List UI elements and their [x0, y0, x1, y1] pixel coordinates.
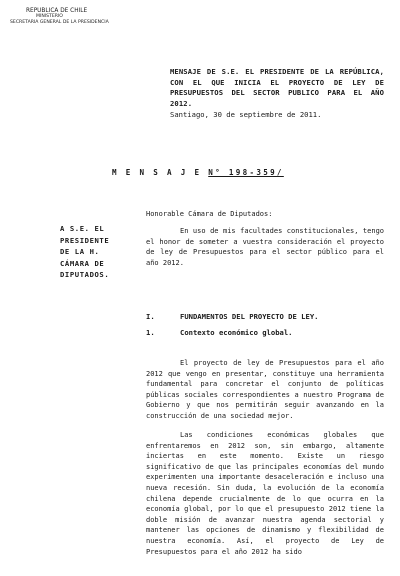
letterhead-ministerio: MINISTERIO	[36, 14, 63, 19]
letterhead-republica: REPUBLICA DE CHILE	[26, 8, 88, 14]
mensaje-number-value: N° 198-359/	[208, 168, 284, 177]
letterhead	[10, 8, 160, 26]
section-title: FUNDAMENTOS DEL PROYECTO DE LEY.	[180, 312, 319, 321]
addressee-line: PRESIDENTE	[60, 235, 110, 245]
addressee-line: CÁMARA DE	[60, 258, 105, 268]
section-heading-fundamentos	[146, 312, 384, 321]
mensaje-label: M E N S A J E	[112, 168, 202, 177]
addressee-line: A S.E. EL	[60, 224, 105, 233]
addressee-line: DIPUTADOS.	[60, 270, 110, 279]
document-date: Santiago, 30 de septiembre de 2011.	[170, 110, 322, 119]
section-number: I.	[146, 312, 155, 321]
mensaje-number	[112, 168, 284, 177]
paragraph-condiciones: Las condiciones económicas globales que enfrentaremos en 2012 son, sin embargo, altamente inciertas en este momento. Existe un riesgo significativo de que las principales economías del mundo experimenten una importante desaceleración e incluso una nueva recesión. Sin duda, la evolución de la economía chilena depende crucialmente de lo que ocurra en la economía global, por lo que el presupuesto 2012 tiene la doble misión de avanzar nuestra agenda sectorial y mantener las opciones de dinamismo y flexibilidad de nuestra economía. Así, el proyecto de Ley de Presupuestos para el año 2012 ha sido	[146, 431, 384, 556]
section-title: Contexto económico global.	[180, 328, 293, 337]
addressee-block	[60, 223, 140, 281]
paragraph-intro: En uso de mis facultades constitucionales, tengo el honor de someter a vuestra consideración el proyecto de ley de Presupuestos para el sector público para el año 2012.	[146, 227, 384, 267]
section-number: 1.	[146, 328, 155, 337]
document-title: MENSAJE DE S.E. EL PRESIDENTE DE LA REPÚBLICA, CON EL QUE INICIA EL PROYECTO DE LEY DE PRESUPUESTOS DEL SECTOR PUBLICO PARA EL AÑO 2012.	[170, 67, 384, 108]
paragraph-proyecto: El proyecto de ley de Presupuestos para el año 2012 que vengo en presentar, constituye una herramienta fundamental para concretar el conjunto de políticas públicas sociales correspondientes a nuestro Programa de Gobierno y que nos permitirán seguir avanzando en la construcción de una sociedad mejor.	[146, 359, 384, 420]
section-heading-contexto	[146, 328, 384, 337]
salutation: Honorable Cámara de Diputados:	[146, 210, 273, 218]
letterhead-secretaria: SECRETARIA GENERAL DE LA PRESIDENCIA	[10, 20, 109, 25]
addressee-line: DE LA H.	[60, 247, 100, 256]
